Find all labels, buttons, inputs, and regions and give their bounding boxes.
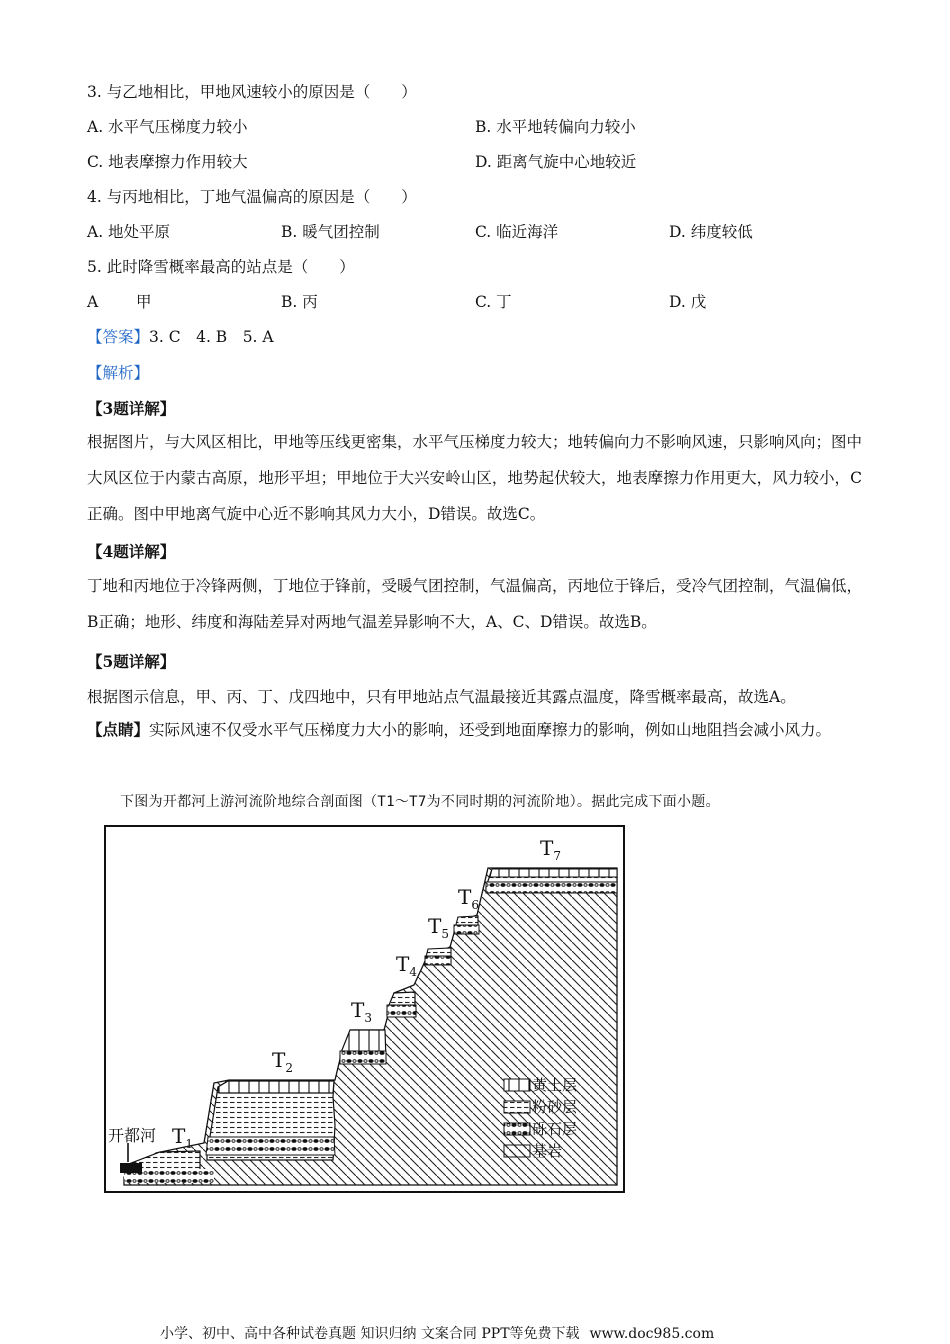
terrace-t2-loess	[218, 1081, 334, 1093]
legend-swatch-loess	[504, 1079, 530, 1091]
legend-label-bedrock: 基岩	[532, 1142, 563, 1160]
q5-option-a-letter: A	[87, 293, 99, 311]
footer	[160, 1325, 724, 1343]
detail-5-title: 【5题详解】	[87, 652, 176, 671]
q4-stem: 4. 与丙地相比，丁地气温偏高的原因是（ ）	[87, 188, 417, 206]
q4-option-a: A. 地处平原	[87, 223, 171, 241]
q3-option-a: A. 水平气压梯度力较小	[87, 118, 248, 136]
footer-text: 小学、初中、高中各种试卷真题 知识归纳 文案合同 PPT等免费下载	[160, 1326, 580, 1342]
q4-option-b: B. 暖气团控制	[281, 223, 380, 241]
terrace-label-t7: $T_7$	[540, 836, 561, 863]
terrace-t3-gravel	[340, 1051, 386, 1064]
q3-option-d: D. 距离气旋中心地较近	[475, 153, 637, 171]
detail-4-title: 【4题详解】	[87, 542, 176, 561]
terrace-t7-gravel	[486, 882, 617, 893]
tip-text: 实际风速不仅受水平气压梯度力大小的影响，还受到地面摩擦力的影响，例如山地阻挡会减小风力。	[149, 721, 832, 739]
answer-line	[87, 326, 274, 348]
analysis-tag: 【解析】	[87, 364, 150, 382]
terrace-t2-gravel	[206, 1137, 335, 1155]
terrace-label-t4: $T_4$	[396, 952, 417, 979]
terrace-label-t3: $T_3$	[351, 998, 372, 1025]
river-label: 开都河	[108, 1126, 157, 1145]
legend-label-gravel: 砾石层	[532, 1120, 578, 1138]
detail-3-text: 根据图片，与大风区相比，甲地等压线更密集，水平气压梯度力较大；地转偏向力不影响风速，只影响风向；图中大风区位于内蒙古高原，地形平坦；甲地位于大兴安岭山区，地势起伏较大，地表摩擦力作用更大，风力较小，C正确。图中甲地离气旋中心近不影响其风力大小，D错误。故选C。	[87, 433, 863, 523]
terrace-t7-loess	[490, 869, 617, 877]
q5-option-c: C. 丁	[475, 293, 512, 311]
detail-4-text: 丁地和丙地位于冷锋两侧，丁地位于锋前，受暖气团控制，气温偏高，丙地位于锋后，受冷气团控制，气温偏低，B正确；地形、纬度和海陆差异对两地气温差异影响不大，A、C、D错误。故选B。	[87, 577, 863, 631]
q4-option-d: D. 纬度较低	[669, 223, 753, 241]
terrace-label-t1: $T_1$	[172, 1124, 193, 1151]
terrace-label-t5: $T_5$	[428, 914, 449, 941]
terrace-t4-gravel	[387, 1005, 416, 1017]
answer-text: 3. C 4. B 5. A	[149, 328, 274, 346]
legend-label-loess: 黄土层	[532, 1076, 578, 1094]
detail-5-text: 根据图示信息，甲、丙、丁、戊四地中，只有甲地站点气温最接近其露点温度，降雪概率最高，故选A。	[87, 688, 796, 706]
q4-option-c: C. 临近海洋	[475, 223, 559, 241]
figure-intro: 下图为开都河上游河流阶地综合剖面图（T1～T7为不同时期的河流阶地）。据此完成下面小题。	[120, 794, 720, 810]
q3-option-b: B. 水平地转偏向力较小	[475, 118, 636, 136]
q5-option-b: B. 丙	[281, 293, 318, 311]
q3-stem: 3. 与乙地相比，甲地风速较小的原因是（ ）	[87, 83, 417, 101]
terrace-t6-gravel	[454, 925, 479, 934]
footer-site[interactable]: www.doc985.com	[589, 1326, 715, 1342]
river-channel	[120, 1163, 142, 1173]
detail-3-title: 【3题详解】	[87, 399, 176, 418]
q5-stem: 5. 此时降雪概率最高的站点是（ ）	[87, 258, 355, 276]
terrace-profile-figure	[104, 825, 626, 1194]
legend-swatch-silt	[504, 1101, 530, 1113]
q3-option-c: C. 地表摩擦力作用较大	[87, 153, 248, 171]
answer-tag: 【答案】	[87, 328, 150, 346]
q5-option-d: D. 戊	[669, 293, 707, 311]
terrace-label-t6: $T_6$	[458, 885, 479, 912]
legend-swatch-bedrock	[504, 1145, 530, 1157]
q5-option-a-text: 甲	[136, 293, 152, 311]
legend-label-silt: 粉砂层	[532, 1098, 578, 1116]
terrace-label-t2: $T_2$	[272, 1048, 293, 1075]
terrace-t5-gravel	[425, 956, 451, 965]
tip-tag: 【点睛】	[87, 720, 150, 739]
tip-paragraph	[87, 712, 862, 748]
legend-swatch-gravel	[504, 1123, 530, 1135]
